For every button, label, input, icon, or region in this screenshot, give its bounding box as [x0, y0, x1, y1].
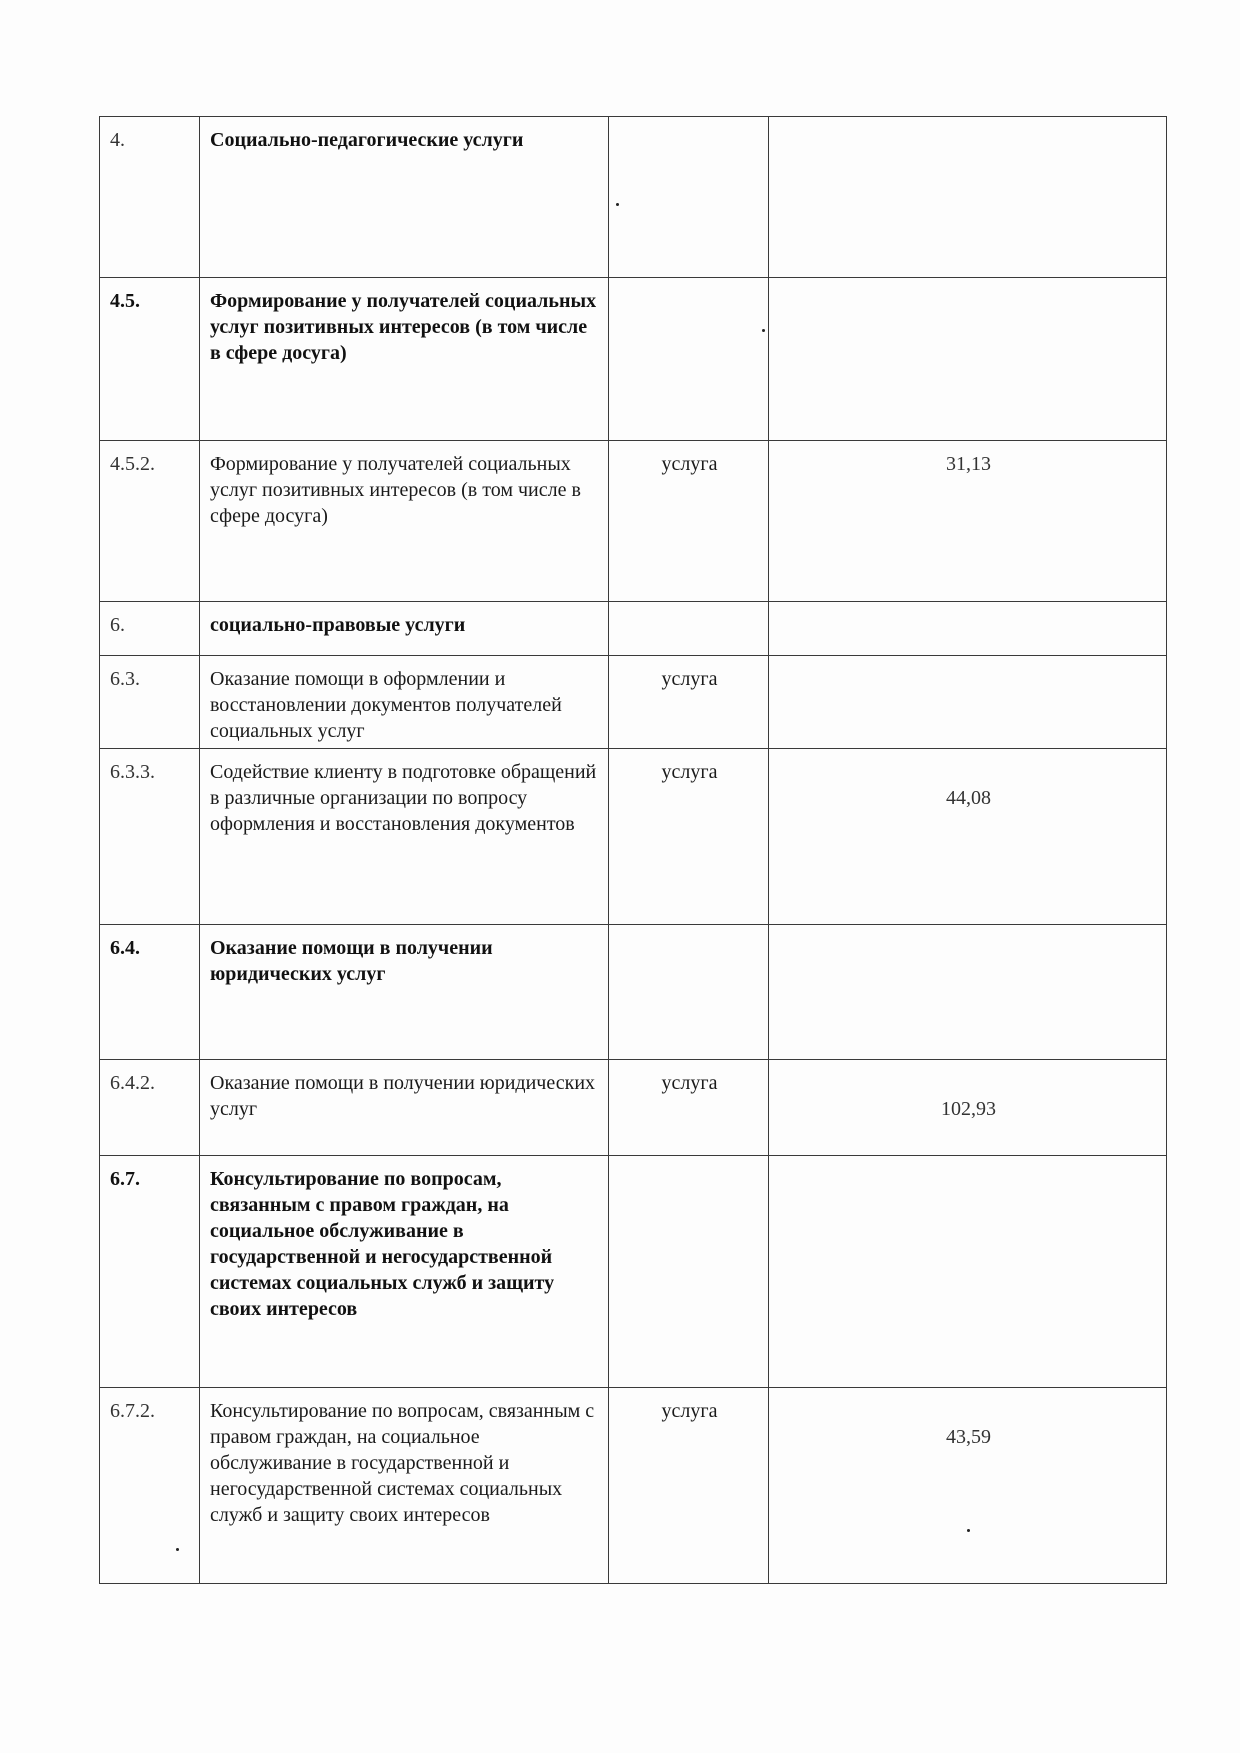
service-name: Формирование у получателей социальных услуг позитивных интересов (в том числе в сфере досуга): [200, 441, 609, 602]
table-row: [100, 656, 1167, 749]
table-row: [100, 602, 1167, 656]
price-cell: [769, 1156, 1167, 1388]
row-number: 6.4.2.: [100, 1060, 200, 1156]
service-name: Консультирование по вопросам, связанным с правом граждан, на социальное обслуживание в государственной и негосударственной системах социальных служб и защиту своих интересов: [200, 1388, 609, 1584]
price-cell: [769, 117, 1167, 278]
row-number: 4.5.2.: [100, 441, 200, 602]
table-row: [100, 749, 1167, 925]
row-number: 6.4.: [100, 925, 200, 1060]
price-value: 44,08: [946, 787, 991, 809]
unit-cell: [609, 925, 769, 1060]
row-number: 6.: [100, 602, 200, 656]
unit-cell: услуга: [609, 1388, 769, 1584]
service-name: Социально-педагогические услуги: [200, 117, 609, 278]
price-value: 43,59: [946, 1426, 991, 1448]
unit-cell: [609, 117, 769, 278]
service-name: Формирование у получателей социальных услуг позитивных интересов (в том числе в сфере досуга): [200, 278, 609, 441]
price-cell: [769, 1388, 1167, 1584]
service-name: Оказание помощи в оформлении и восстановлении документов получателей социальных услуг: [200, 656, 609, 749]
row-number: 6.3.3.: [100, 749, 200, 925]
scan-speck: [762, 329, 765, 332]
table-row: [100, 278, 1167, 441]
table-row: [100, 925, 1167, 1060]
row-number: 4.: [100, 117, 200, 278]
price-value: 31,13: [946, 453, 991, 475]
scan-speck: [967, 1529, 970, 1532]
table-row: [100, 1388, 1167, 1584]
price-cell: [769, 925, 1167, 1060]
price-cell: [769, 1060, 1167, 1156]
table-row: [100, 117, 1167, 278]
row-number: 6.3.: [100, 656, 200, 749]
unit-cell: услуга: [609, 441, 769, 602]
services-table: [99, 116, 1167, 1584]
row-number: 6.7.2.: [100, 1388, 200, 1584]
service-name: Консультирование по вопросам, связанным с правом граждан, на социальное обслуживание в государственной и негосударственной системах социальных служб и защиту своих интересов: [200, 1156, 609, 1388]
price-cell: [769, 441, 1167, 602]
row-number: 4.5.: [100, 278, 200, 441]
unit-cell: услуга: [609, 656, 769, 749]
price-cell: [769, 278, 1167, 441]
price-cell: [769, 656, 1167, 749]
service-name: социально-правовые услуги: [200, 602, 609, 656]
service-name: Содействие клиенту в подготовке обращений в различные организации по вопросу оформления и восстановления документов: [200, 749, 609, 925]
unit-cell: [609, 1156, 769, 1388]
table-row: [100, 1060, 1167, 1156]
unit-cell: [609, 278, 769, 441]
unit-cell: услуга: [609, 1060, 769, 1156]
unit-cell: [609, 602, 769, 656]
unit-cell: услуга: [609, 749, 769, 925]
table-row: [100, 441, 1167, 602]
price-cell: [769, 749, 1167, 925]
price-value: 102,93: [941, 1098, 996, 1120]
service-name: Оказание помощи в получении юридических услуг: [200, 925, 609, 1060]
price-cell: [769, 602, 1167, 656]
table-row: [100, 1156, 1167, 1388]
service-name: Оказание помощи в получении юридических услуг: [200, 1060, 609, 1156]
scan-speck: [176, 1548, 179, 1551]
scan-speck: [616, 203, 619, 206]
row-number: 6.7.: [100, 1156, 200, 1388]
